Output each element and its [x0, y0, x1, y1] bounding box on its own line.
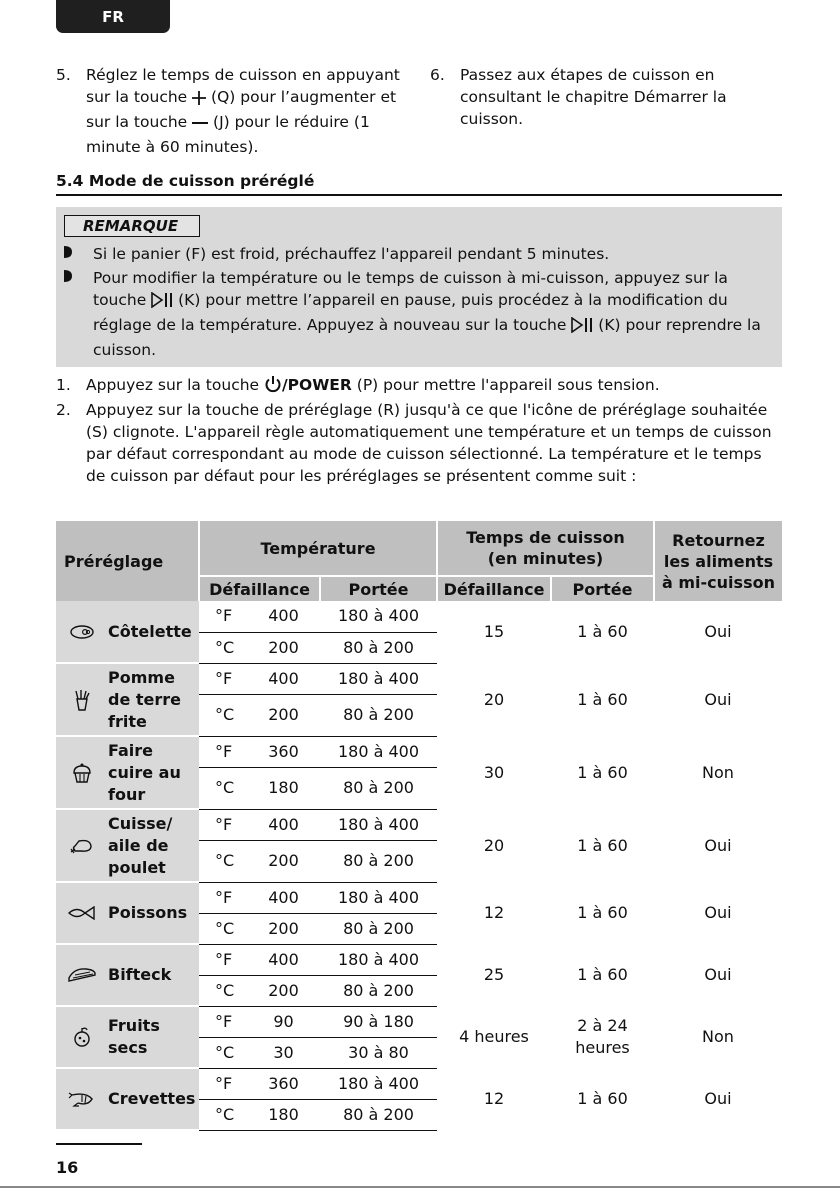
bullet-icon — [64, 243, 93, 265]
preset-name-cell — [56, 809, 199, 882]
temp-range-c: 80 à 200 — [320, 767, 437, 809]
temp-default-c: 30 — [247, 1037, 320, 1068]
preset-name-cell — [56, 944, 199, 1006]
preset-name: Pomme de terre frite — [108, 667, 182, 731]
cupcake-icon — [56, 762, 108, 784]
unit-celsius: °C — [199, 1037, 247, 1068]
temp-range-f: 180 à 400 — [320, 663, 437, 694]
temp-default-f: 90 — [247, 1006, 320, 1037]
preset-name-cell — [56, 882, 199, 944]
time-default: 4 heures — [459, 1027, 529, 1046]
bullet-icon — [64, 267, 93, 361]
note-item: Pour modifier la température ou le temps de cuisson à mi-cuisson, appuyez sur la touche (K) pour mettre l’appareil en pause, puis procédez à la modification du réglage de la température. Appuyez à nouveau sur la touche (K) pour reprendre la cuisson. — [64, 267, 770, 361]
time-range: 1 à 60 — [577, 689, 628, 709]
fries-icon — [56, 689, 108, 711]
preset-name: Poissons — [108, 903, 188, 922]
unit-fahrenheit: °F — [199, 1068, 247, 1099]
temp-range-f: 180 à 400 — [320, 1068, 437, 1099]
fish-icon — [56, 906, 108, 920]
unit-fahrenheit: °F — [199, 882, 247, 913]
temp-default-f: 360 — [247, 736, 320, 767]
time-default: 30 — [483, 762, 505, 782]
unit-fahrenheit: °F — [199, 663, 247, 694]
flip-value: Oui — [704, 835, 732, 855]
temp-range-f: 180 à 400 — [320, 601, 437, 632]
temp-default-c: 200 — [247, 632, 320, 663]
temp-range-c: 80 à 200 — [320, 632, 437, 663]
steak-icon — [56, 966, 108, 984]
unit-celsius: °C — [199, 694, 247, 736]
unit-fahrenheit: °F — [199, 809, 247, 840]
preset-name: Bifteck — [108, 965, 172, 984]
time-range: 1 à 60 — [577, 622, 628, 641]
temp-range-c: 30 à 80 — [320, 1037, 437, 1068]
plus-icon — [192, 89, 206, 111]
step-number: 2. — [56, 401, 71, 419]
temp-default-f: 400 — [247, 663, 320, 694]
preset-name: Crevettes — [108, 1089, 196, 1108]
temp-range-f: 180 à 400 — [320, 944, 437, 975]
temp-range-c: 80 à 200 — [320, 1099, 437, 1130]
unit-fahrenheit: °F — [199, 944, 247, 975]
header-flip: Retournez les aliments à mi-cuisson — [654, 521, 782, 601]
flip-value: Oui — [704, 689, 732, 709]
flip-value: Oui — [704, 903, 732, 922]
header-cooking-time: Temps de cuisson (en minutes) — [437, 521, 654, 576]
preset-name: Faire cuire au four — [108, 740, 181, 804]
preset-name-cell — [56, 601, 199, 663]
time-default: 15 — [483, 622, 505, 641]
flip-value: Oui — [704, 1089, 732, 1108]
header-temperature: Température — [199, 521, 437, 576]
unit-celsius: °C — [199, 767, 247, 809]
section-title: 5.4 Mode de cuisson préréglé — [56, 170, 782, 196]
preset-name-cell — [56, 736, 199, 809]
time-range: 1 à 60 — [577, 965, 628, 984]
time-range: 1 à 60 — [577, 1089, 628, 1108]
temp-range-f: 180 à 400 — [320, 882, 437, 913]
temp-range-c: 80 à 200 — [320, 975, 437, 1006]
time-range: 1 à 60 — [577, 835, 628, 855]
temp-range-c: 80 à 200 — [320, 694, 437, 736]
flip-value: Non — [702, 762, 734, 782]
unit-fahrenheit: °F — [199, 736, 247, 767]
time-default: 25 — [483, 965, 505, 984]
preset-table — [56, 521, 782, 1131]
step-1: 1. Appuyez sur la touche /POWER (P) pour mettre l'appareil sous tension. — [56, 374, 782, 399]
preset-name: Côtelette — [108, 621, 192, 641]
time-default: 12 — [483, 903, 505, 922]
power-icon — [264, 375, 282, 399]
time-default: 20 — [483, 689, 505, 709]
table-row — [56, 809, 782, 840]
play-pause-icon — [151, 292, 173, 314]
time-default: 20 — [483, 835, 505, 855]
temp-default-c: 180 — [247, 767, 320, 809]
unit-fahrenheit: °F — [199, 1006, 247, 1037]
header-preset: Préréglage — [56, 521, 199, 601]
unit-celsius: °C — [199, 913, 247, 944]
temp-default-c: 200 — [247, 975, 320, 1006]
step-number: 5. — [56, 66, 71, 84]
temp-default-f: 400 — [247, 601, 320, 632]
unit-celsius: °C — [199, 975, 247, 1006]
header-time-default: Défaillance — [437, 576, 551, 601]
preset-name-cell — [56, 1006, 199, 1068]
header-temp-default: Défaillance — [199, 576, 320, 601]
power-label: /POWER — [282, 376, 352, 394]
temp-default-f: 400 — [247, 809, 320, 840]
chicken-leg-icon — [56, 837, 108, 855]
table-row — [56, 1068, 782, 1099]
note-item: Si le panier (F) est froid, préchauffez l'appareil pendant 5 minutes. — [64, 243, 770, 265]
note-label: REMARQUE — [64, 215, 200, 237]
flip-value: Oui — [704, 622, 732, 641]
temp-default-c: 180 — [247, 1099, 320, 1130]
table-row — [56, 944, 782, 975]
footer-rule — [56, 1143, 142, 1145]
unit-celsius: °C — [199, 840, 247, 882]
step-text: Réglez le temps de cuisson en appuyant sur la touche (Q) pour l’augmenter et sur la touche (J) pour le réduire (1 minute à 60 minutes). — [86, 66, 400, 156]
temp-range-c: 80 à 200 — [320, 840, 437, 882]
time-range: 2 à 24 heures — [575, 1016, 630, 1057]
step-number: 6. — [430, 66, 445, 84]
temp-range-f: 180 à 400 — [320, 809, 437, 840]
time-range: 1 à 60 — [577, 762, 628, 782]
page-number: 16 — [56, 1158, 79, 1177]
bottom-rule — [0, 1186, 840, 1188]
temp-default-c: 200 — [247, 913, 320, 944]
temp-range-f: 180 à 400 — [320, 736, 437, 767]
unit-celsius: °C — [199, 632, 247, 663]
step-2: 2. Appuyez sur la touche de préréglage (R) jusqu'à ce que l'icône de préréglage souhaitée (S) clignote. L'appareil règle automatiquement une température et un temps de cuisson par défaut correspondant au mode de cuisson sélectionné. La température et le temps de cuisson par défaut pour les préréglages se présentent comme suit : — [56, 401, 772, 485]
table-row — [56, 882, 782, 913]
unit-celsius: °C — [199, 1099, 247, 1130]
table-row — [56, 1006, 782, 1037]
flip-value: Non — [702, 1027, 734, 1046]
time-range: 1 à 60 — [577, 903, 628, 922]
temp-range-c: 80 à 200 — [320, 913, 437, 944]
cutlet-icon — [56, 624, 108, 640]
preset-name-cell — [56, 663, 199, 736]
language-tab: FR — [56, 0, 170, 33]
table-row — [56, 601, 782, 632]
dried-fruit-icon — [56, 1026, 108, 1048]
step-number: 1. — [56, 376, 71, 394]
flip-value: Oui — [704, 965, 732, 984]
step-text: Passez aux étapes de cuisson en consultant le chapitre Démarrer la cuisson. — [460, 66, 727, 128]
step-5 — [56, 64, 416, 158]
temp-range-f: 90 à 180 — [320, 1006, 437, 1037]
note-box — [56, 207, 782, 367]
minus-icon — [192, 114, 208, 136]
header-temp-range: Portée — [320, 576, 437, 601]
preset-name-cell — [56, 1068, 199, 1130]
step-6 — [430, 64, 770, 130]
temp-default-c: 200 — [247, 840, 320, 882]
time-default: 12 — [483, 1089, 505, 1108]
main-steps — [56, 374, 782, 487]
unit-fahrenheit: °F — [199, 601, 247, 632]
preset-name: Cuisse/ aile de poulet — [108, 813, 173, 877]
table-row — [56, 736, 782, 767]
preset-name: Fruits secs — [108, 1016, 160, 1057]
table-row — [56, 663, 782, 694]
shrimp-icon — [56, 1091, 108, 1107]
temp-default-f: 400 — [247, 944, 320, 975]
play-pause-icon — [571, 317, 593, 339]
temp-default-c: 200 — [247, 694, 320, 736]
header-time-range: Portée — [551, 576, 654, 601]
temp-default-f: 360 — [247, 1068, 320, 1099]
temp-default-f: 400 — [247, 882, 320, 913]
